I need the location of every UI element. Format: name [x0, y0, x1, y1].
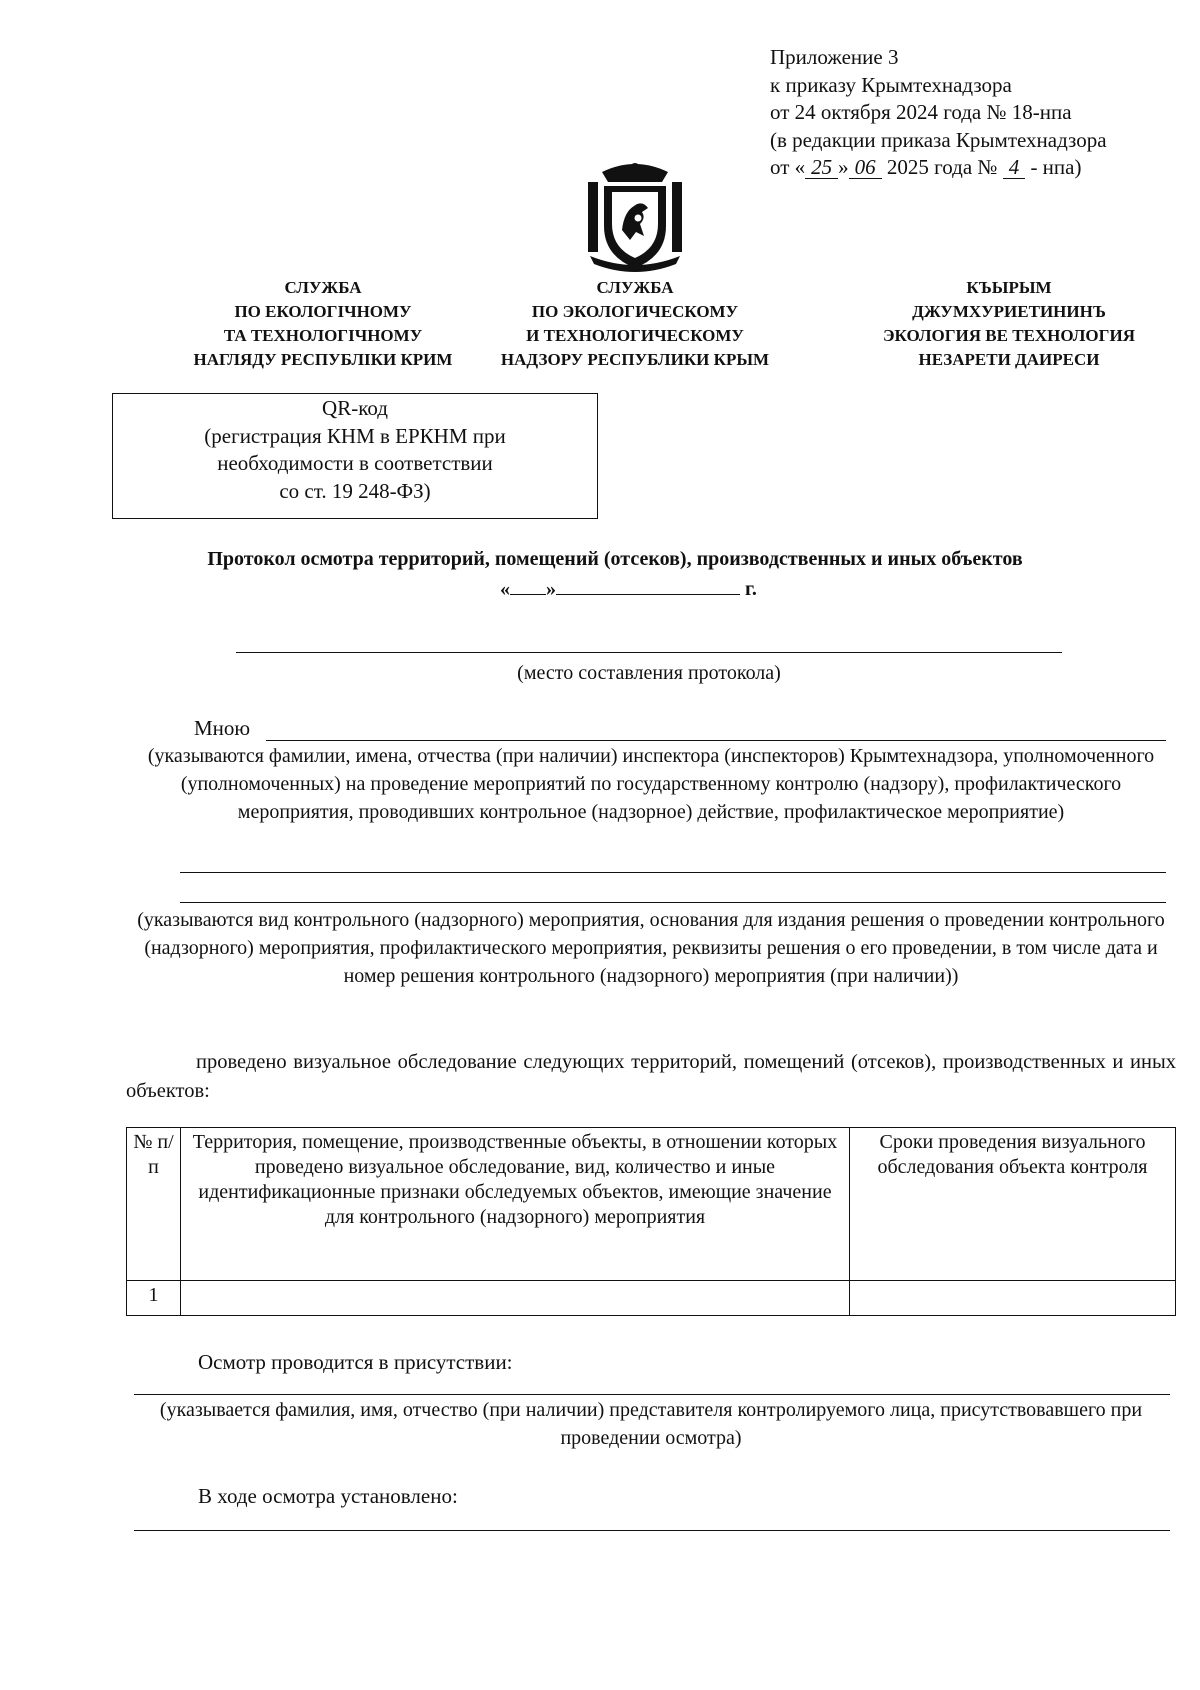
- org-line: И ТЕХНОЛОГИЧЕСКОМУ: [526, 326, 744, 345]
- inspectors-label: Мною: [194, 716, 251, 740]
- org-line: ПО ЭКОЛОГИЧЕСКОМУ: [531, 302, 739, 321]
- organization-name-russian: [480, 276, 790, 372]
- amendment-month: 06: [849, 156, 882, 179]
- appendix-amendment-line: [770, 154, 1107, 182]
- amendment-middle: »: [838, 155, 849, 179]
- qr-box-line: со ст. 19 248-ФЗ): [279, 478, 431, 503]
- findings-blank-line[interactable]: [134, 1530, 1170, 1531]
- org-line: КЪЫРЫМ: [966, 278, 1052, 297]
- org-line: НАДЗОРУ РЕСПУБЛИКИ КРЫМ: [500, 350, 770, 369]
- place-caption: (место составления протокола): [517, 662, 781, 684]
- table-header-row: [127, 1128, 1176, 1281]
- date-quote-close: »: [546, 578, 556, 600]
- crimea-coat-of-arms-icon: [582, 160, 688, 272]
- objects-table: [126, 1127, 1176, 1316]
- qr-box-line: QR-код: [322, 396, 388, 420]
- organization-name-ukrainian: [168, 276, 478, 372]
- date-quote-open: «: [500, 578, 510, 600]
- org-line: ТА ТЕХНОЛОГІЧНОМУ: [223, 326, 423, 345]
- appendix-note: [770, 44, 1107, 182]
- inspectors-caption: (указываются фамилии, имена, отчества (при наличии) инспектора (инспекторов) Крымтехнадзора, уполномоченного (уполномоченных) на проведение мероприятий по государственному контролю (надзору), профилактического мероприятия, проводивших контрольное (надзорное) действие, профилактическое мероприятие): [147, 745, 1155, 823]
- date-year-suffix: г.: [745, 578, 757, 600]
- appendix-line: от 24 октября 2024 года № 18-нпа: [770, 100, 1072, 124]
- header-objects: Территория, помещение, производственные объекты, в отношении которых проведено визуальное обследование, вид, количество и иные идентификационные признаки обследуемых объектов, имеющие значение для контрольного (надзорного) мероприятия: [181, 1128, 850, 1281]
- place-blank-line[interactable]: [236, 652, 1062, 653]
- org-line: ПО ЕКОЛОГІЧНОМУ: [234, 302, 412, 321]
- survey-paragraph: проведено визуальное обследование следующих территорий, помещений (отсеков), производственных и иных объектов:: [126, 1051, 1176, 1102]
- org-line: ЭКОЛОГИЯ ВЕ ТЕХНОЛОГИЯ: [883, 326, 1135, 345]
- appendix-line: (в редакции приказа Крымтехнадзора: [770, 127, 1107, 152]
- amendment-number: 4: [1003, 156, 1026, 179]
- presence-blank-line[interactable]: [134, 1394, 1170, 1395]
- qr-box-line: (регистрация КНМ в ЕРКНМ при: [204, 423, 506, 448]
- header-number: № п/п: [127, 1128, 181, 1281]
- appendix-line: к приказу Крымтехнадзора: [770, 72, 1012, 97]
- appendix-line: Приложение 3: [770, 45, 899, 69]
- protocol-title: Протокол осмотра территорий, помещений (отсеков), производственных и иных объектов: [207, 548, 1023, 570]
- org-line: НЕЗАРЕТИ ДАИРЕСИ: [918, 350, 1100, 369]
- qr-code-box: [112, 393, 598, 519]
- presence-label: Осмотр проводится в присутствии:: [198, 1350, 513, 1374]
- header-dates: Сроки проведения визуального обследования объекта контроля: [850, 1128, 1176, 1281]
- date-day-blank[interactable]: [510, 576, 546, 595]
- amendment-suffix: - нпа): [1030, 155, 1082, 179]
- protocol-date: [500, 576, 757, 601]
- date-month-blank[interactable]: [556, 576, 740, 595]
- event-caption: (указываются вид контрольного (надзорного) мероприятия, основания для издания решения о проведении контрольного (надзорного) мероприятия, профилактического мероприятия, реквизиты решения о его проведении, в том числе дата и номер решения контрольного (надзорного) мероприятия (при наличии)): [137, 909, 1165, 987]
- org-line: НАГЛЯДУ РЕСПУБЛІКИ КРИМ: [193, 350, 453, 369]
- inspectors-blank-line[interactable]: [266, 740, 1166, 741]
- row-objects-cell[interactable]: [181, 1281, 850, 1316]
- org-line: СЛУЖБА: [284, 278, 362, 297]
- event-blank-line-2[interactable]: [180, 902, 1166, 903]
- qr-box-line: необходимости в соответствии: [217, 451, 493, 475]
- amendment-day: 25: [805, 156, 838, 179]
- amendment-year: 2025 года №: [886, 155, 998, 179]
- org-line: СЛУЖБА: [596, 278, 674, 297]
- row-dates-cell[interactable]: [850, 1281, 1176, 1316]
- table-row: [127, 1281, 1176, 1316]
- organization-name-crimean-tatar: [854, 276, 1164, 372]
- presence-caption: (указывается фамилия, имя, отчество (при наличии) представителя контролируемого лица, присутствовавшего при проведении осмотра): [159, 1399, 1143, 1449]
- amendment-prefix: от «: [770, 155, 806, 179]
- row-number: 1: [127, 1281, 181, 1316]
- event-blank-line-1[interactable]: [180, 872, 1166, 873]
- findings-label: В ходе осмотра установлено:: [198, 1484, 458, 1508]
- org-line: ДЖУМХУРИЕТИНИНЪ: [912, 302, 1106, 321]
